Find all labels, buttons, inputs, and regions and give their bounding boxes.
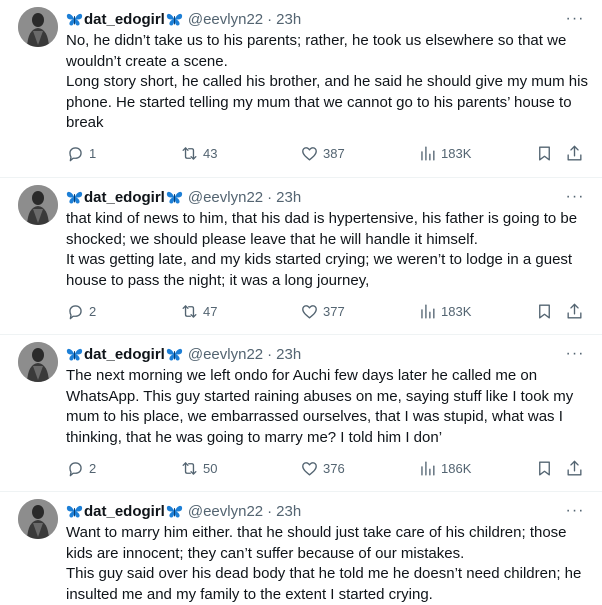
tweet-paragraph: The next morning we left ondo for Auchi few days later he called me on WhatsApp. This guy started raining abuses on me, saying stuff like I took my mum to his place, we embarrassed ourselves, that I was stupid, what was I thinking, that he was going to marry me? I told him I don’ [66, 367, 574, 446]
butterfly-emoji [66, 190, 83, 205]
handle[interactable]: @eevlyn22 [187, 502, 264, 520]
tweet-header [66, 501, 586, 521]
tweet-header [66, 187, 586, 207]
views-chart-icon [418, 459, 437, 478]
butterfly-emoji [166, 504, 183, 519]
tweet[interactable] [0, 178, 602, 335]
reply-icon [66, 459, 85, 478]
reply-button[interactable] [66, 301, 96, 321]
tweet-header [66, 9, 586, 29]
tweet-text [66, 209, 590, 291]
heart-icon [300, 302, 319, 321]
reply-icon [66, 302, 85, 321]
tweet[interactable] [0, 0, 602, 178]
repost-count: 50 [203, 460, 218, 476]
butterfly-emoji [166, 12, 183, 27]
bookmark-button[interactable] [535, 458, 554, 478]
butterfly-emoji [166, 347, 183, 362]
butterfly-emoji [166, 190, 183, 205]
display-name[interactable]: dat_edogirl [84, 502, 165, 520]
more-options-button[interactable]: ··· [565, 188, 585, 205]
separator-dot: · [267, 345, 273, 363]
action-bar [66, 143, 590, 163]
repost-button[interactable] [180, 143, 217, 163]
tweet-paragraph: Want to marry him either. that he should just take care of his children; those kids are innocent; they can’t suffer because of our mistakes. [66, 524, 567, 562]
repost-icon [180, 302, 199, 321]
repost-count: 43 [203, 145, 218, 161]
avatar[interactable] [18, 499, 58, 539]
display-name[interactable]: dat_edogirl [84, 345, 165, 363]
like-count: 387 [323, 145, 345, 161]
tweet-text [66, 523, 590, 605]
share-button[interactable] [565, 458, 584, 478]
handle[interactable]: @eevlyn22 [187, 10, 264, 28]
butterfly-emoji [66, 12, 83, 27]
repost-count: 47 [203, 303, 218, 319]
avatar[interactable] [18, 342, 58, 382]
reply-count: 1 [89, 145, 97, 161]
display-name[interactable]: dat_edogirl [84, 10, 165, 28]
share-button[interactable] [565, 301, 584, 321]
bookmark-icon [535, 302, 554, 321]
share-icon [565, 459, 584, 478]
separator-dot: · [267, 10, 273, 28]
views-button[interactable] [418, 143, 471, 163]
avatar[interactable] [18, 185, 58, 225]
views-count: 183K [441, 303, 472, 319]
like-button[interactable] [300, 143, 345, 163]
like-button[interactable] [300, 301, 345, 321]
share-icon [565, 302, 584, 321]
views-chart-icon [418, 144, 437, 163]
views-button[interactable] [418, 301, 471, 321]
tweet-paragraph: that kind of news to him, that his dad is hypertensive, his father is going to be shocked; we should please leave that he will handle it himself. [66, 210, 578, 248]
reply-icon [66, 144, 85, 163]
reply-button[interactable] [66, 458, 96, 478]
display-name[interactable]: dat_edogirl [84, 188, 165, 206]
repost-button[interactable] [180, 301, 217, 321]
tweet-text [66, 366, 590, 448]
tweet[interactable] [0, 335, 602, 492]
butterfly-emoji [66, 347, 83, 362]
like-button[interactable] [300, 458, 345, 478]
action-bar [66, 301, 590, 321]
heart-icon [300, 459, 319, 478]
like-count: 377 [323, 303, 345, 319]
tweet-paragraph: No, he didn’t take us to his parents; rather, he took us elsewhere so that we wouldn’t create a scene. [66, 32, 567, 70]
bookmark-button[interactable] [535, 143, 554, 163]
avatar[interactable] [18, 7, 58, 47]
butterfly-emoji [66, 504, 83, 519]
views-count: 186K [441, 460, 472, 476]
reply-count: 2 [89, 460, 97, 476]
tweet-header [66, 344, 586, 364]
separator-dot: · [267, 188, 273, 206]
handle[interactable]: @eevlyn22 [187, 188, 264, 206]
heart-icon [300, 144, 319, 163]
views-button[interactable] [418, 458, 471, 478]
share-icon [565, 144, 584, 163]
action-bar [66, 458, 590, 478]
tweet-paragraph: It was getting late, and my kids started crying; we weren’t to lodge in a guest house to pass the night; it was a long journey, [66, 251, 573, 289]
timestamp[interactable]: 23h [276, 502, 302, 520]
repost-button[interactable] [180, 458, 217, 478]
tweet[interactable] [0, 492, 602, 604]
reply-count: 2 [89, 303, 97, 319]
repost-icon [180, 144, 199, 163]
share-button[interactable] [565, 143, 584, 163]
repost-icon [180, 459, 199, 478]
handle[interactable]: @eevlyn22 [187, 345, 264, 363]
more-options-button[interactable]: ··· [565, 502, 585, 519]
tweet-paragraph: Long story short, he called his brother, and he said he should give my mum his phone. He started telling my mum that we cannot go to his parents’ house to break [66, 73, 588, 131]
like-count: 376 [323, 460, 345, 476]
more-options-button[interactable]: ··· [565, 10, 585, 27]
tweet-text [66, 31, 590, 134]
timestamp[interactable]: 23h [276, 188, 302, 206]
timestamp[interactable]: 23h [276, 345, 302, 363]
views-count: 183K [441, 145, 472, 161]
more-options-button[interactable]: ··· [565, 345, 585, 362]
timestamp[interactable]: 23h [276, 10, 302, 28]
bookmark-icon [535, 144, 554, 163]
bookmark-button[interactable] [535, 301, 554, 321]
separator-dot: · [267, 502, 273, 520]
views-chart-icon [418, 302, 437, 321]
tweet-paragraph: This guy said over his dead body that he told me he doesn’t need children; he insulted me and my family to the extent I started crying. [66, 565, 582, 603]
reply-button[interactable] [66, 143, 96, 163]
bookmark-icon [535, 459, 554, 478]
